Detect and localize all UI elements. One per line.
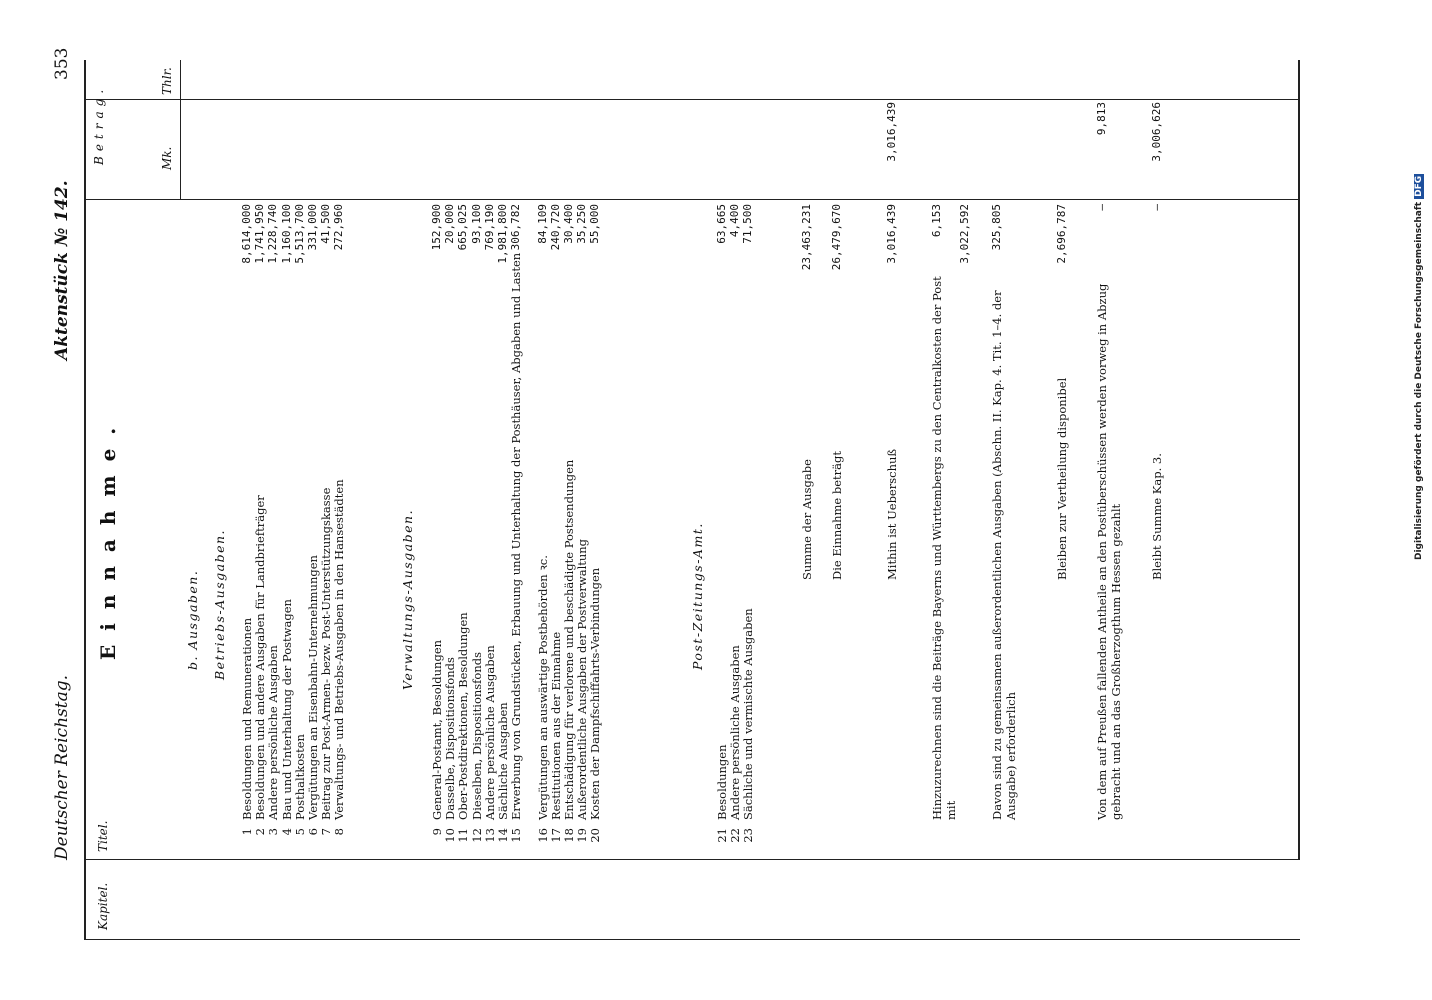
row-amount: 1,741,950 (253, 204, 267, 264)
row-amount: 30,400 (562, 204, 575, 244)
col-thlr: Thlr. (160, 67, 174, 95)
row-amount: 41,500 (319, 204, 333, 244)
row-amount: 1,981,800 (496, 204, 509, 264)
row-label: Andere persönliche Ausgaben (728, 645, 743, 820)
summary-mk: 2,696,787 (1055, 204, 1068, 264)
row-number: 18 (562, 828, 576, 843)
section-heading-zeitung: Post-Zeitungs-Amt. (690, 522, 705, 670)
summary-mk: 23,463,231 (800, 204, 813, 271)
header-left: Deutscher Reichstag. (52, 675, 72, 860)
row-label: Erwerbung von Grundstücken, Erbauung und Unterhaltung der Posthäuser, Abgaben und Lasten (509, 252, 524, 820)
row-number: 21 (715, 828, 729, 843)
amount-divider (84, 199, 1300, 200)
row-label: Besoldungen und Remunerationen (240, 617, 254, 820)
row-number: 6 (306, 828, 320, 836)
col-betrag: Betrag. (92, 84, 106, 165)
row-number: 19 (575, 828, 590, 843)
row-number: 3 (266, 828, 281, 836)
row-number: 4 (279, 828, 294, 836)
row-label: Vergütungen an auswärtige Postbehörden ꝛc. (535, 555, 550, 820)
row-label: Verwaltungs- und Betriebs-Ausgaben in den Hansestädten (332, 479, 347, 820)
row-label: Andere persönliche Ausgaben (266, 645, 281, 820)
thlr-divider (84, 99, 1300, 100)
summary-label: Von dem auf Preußen fallenden Antheile an den Postüberschüssen werden vorweg in Abzug gebracht und an das Großherzogthum Hessen gezahlt (1095, 283, 1123, 820)
row-label: Dieselben, Dispositionsfonds (469, 651, 484, 820)
row-number: 16 (535, 828, 550, 843)
dfg-logo: DFG (1414, 175, 1424, 197)
row-number: 17 (548, 828, 563, 843)
row-label: Ober-Postdirektionen, Besoldungen (456, 612, 471, 820)
summary-mk: — (1095, 204, 1108, 211)
summary-mk: 3,022,592 (958, 204, 971, 264)
summary-label: Summe der Ausgabe (800, 459, 814, 580)
row-label: Besoldungen und andere Ausgaben für Landbriefträger (253, 495, 268, 820)
section-heading-verwaltung: Verwaltungs-Ausgaben. (400, 508, 415, 690)
col-titel: Titel. (96, 820, 110, 852)
summary-label: Mithin ist Ueberschuß (885, 448, 899, 580)
summary-mk: 3,016,439 (885, 204, 898, 264)
row-label: Sächliche Ausgaben (496, 702, 510, 820)
row-amount: 55,000 (588, 204, 602, 244)
summary-thlr: 3,016,439 (885, 102, 898, 162)
row-amount: 35,250 (575, 204, 589, 244)
row-label: Restitutionen aus der Einnahme (548, 631, 563, 820)
row-number: 12 (469, 828, 484, 843)
row-label: Dasselbe, Dispositionsfonds (443, 657, 458, 820)
summary-label: Davon sind zu gemeinsamen außerordentlichen Ausgaben (Abschn. II. Kap. 4. Tit. 1–4. der Ausgabe) erforderlich (990, 290, 1018, 820)
summary-mk: 6,153 (930, 204, 943, 238)
row-amount: 5,513,700 (292, 204, 306, 264)
top-rule (84, 60, 86, 940)
section-b-heading: b. Ausgaben. (185, 569, 200, 670)
row-label: Posthaltkosten (292, 734, 307, 820)
row-number: 23 (741, 828, 756, 843)
row-amount: 769,190 (482, 204, 496, 251)
summary-mk: — (1150, 204, 1163, 211)
row-number: 20 (588, 828, 603, 843)
row-number: 22 (728, 828, 743, 843)
row-number: 9 (430, 828, 444, 836)
row-number: 7 (319, 828, 334, 836)
summary-mk: 26,479,670 (830, 204, 843, 271)
row-number: 2 (253, 828, 268, 836)
summary-thlr: 3,006,626 (1150, 102, 1163, 162)
row-amount: 63,665 (715, 204, 728, 244)
row-amount: 152,900 (430, 204, 443, 251)
summary-label: Bleibt Summe Kap. 3. (1150, 453, 1164, 580)
dfg-footer-note (1414, 174, 1424, 560)
row-label: Sächliche und vermischte Ausgaben (741, 608, 756, 820)
row-number: 15 (509, 828, 524, 843)
row-number: 13 (482, 828, 497, 843)
row-amount: 240,720 (548, 204, 562, 251)
row-number: 11 (456, 828, 471, 843)
bottom-rule (1298, 60, 1300, 860)
row-number: 8 (332, 828, 347, 836)
row-number: 1 (240, 828, 254, 836)
summary-label: Bleiben zur Vertheilung disponibel (1055, 377, 1069, 580)
dfg-note-text: Digitalisierung gefördert durch die Deutsche Forschungsgemeinschaft (1414, 201, 1424, 560)
section-heading-betrieb: Betriebs-Ausgaben. (212, 529, 227, 680)
row-amount: 8,614,000 (240, 204, 253, 264)
titel-divider (84, 859, 1300, 860)
summary-label: Die Einnahme beträgt (830, 451, 844, 580)
row-amount: 665,025 (456, 204, 470, 251)
summary-label: Hinzuzurechnen sind die Beiträge Bayerns und Württembergs zu den Centralkosten der Post mit (930, 276, 958, 820)
row-amount: 306,782 (509, 204, 523, 251)
row-label: Beitrag zur Post-Armen- bezw. Post-Unterstützungskasse (319, 487, 334, 820)
row-label: General-Postamt, Besoldungen (430, 639, 444, 820)
col-kapitel: Kapitel. (96, 882, 110, 930)
row-label: Besoldungen (715, 744, 729, 820)
kapitel-divider (84, 939, 1300, 940)
row-label: Bau und Unterhaltung der Postwagen (279, 599, 294, 820)
row-label: Andere persönliche Ausgaben (482, 645, 497, 820)
row-amount: 272,960 (332, 204, 346, 251)
row-number: 10 (443, 828, 458, 843)
row-label: Entschädigung für verlorene und beschädigte Postsendungen (562, 459, 576, 820)
row-amount: 4,400 (728, 204, 742, 238)
row-amount: 71,500 (741, 204, 755, 244)
row-label: Kosten der Dampfschiffahrts-Verbindungen (588, 567, 603, 820)
row-number: 5 (292, 828, 307, 836)
page-number: 353 (52, 47, 72, 80)
summary-thlr: 9,813 (1095, 102, 1108, 136)
row-label: Vergütungen an Eisenbahn-Unternehmungen (306, 555, 320, 820)
row-amount: 1,228,740 (266, 204, 280, 264)
row-label: Außerordentliche Ausgaben der Postverwaltung (575, 538, 590, 820)
row-amount: 20,000 (443, 204, 457, 244)
row-amount: 93,100 (469, 204, 483, 244)
page-title: Einnahme. (96, 413, 120, 660)
row-amount: 1,160,100 (279, 204, 293, 264)
row-amount: 331,000 (306, 204, 319, 251)
row-amount: 84,109 (535, 204, 549, 244)
header-middle: Aktenstück № 142. (52, 180, 72, 360)
betrag-rule (180, 60, 181, 200)
col-mk: Mk. (160, 146, 174, 170)
row-number: 14 (496, 828, 510, 843)
summary-mk: 325,805 (990, 204, 1003, 251)
